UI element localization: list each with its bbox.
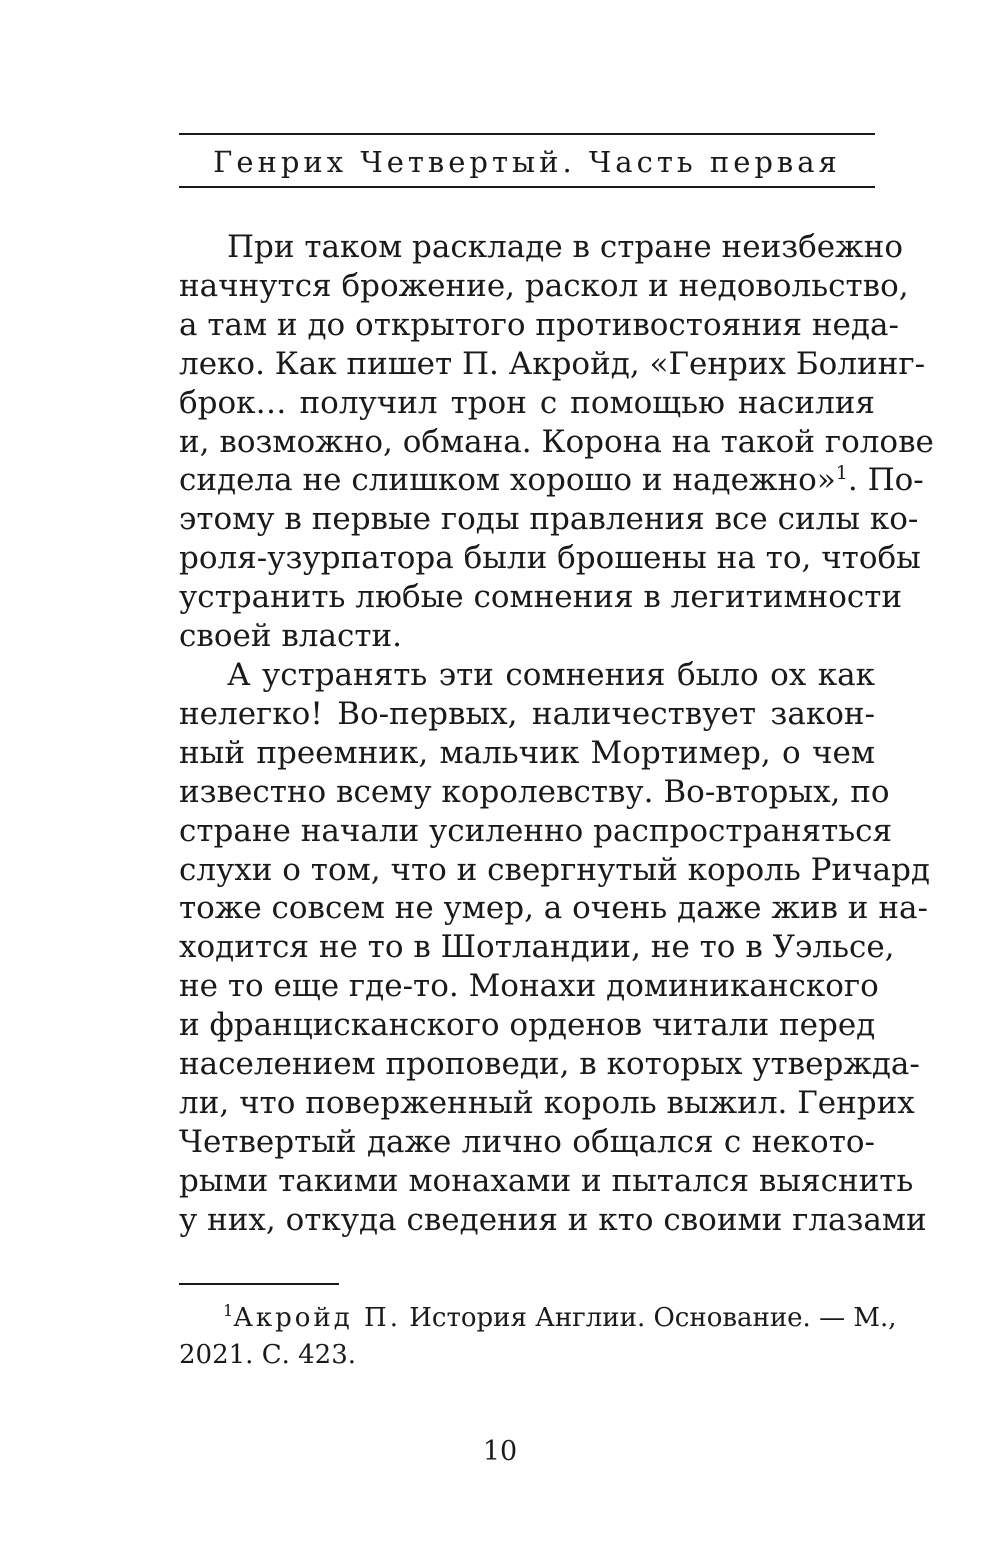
body-line: известно всему королевству. Во-вторых, по — [179, 773, 890, 810]
footnote-author: Акройд П. — [233, 1303, 401, 1333]
footnote-line — [179, 1300, 897, 1337]
page-number: 10 — [482, 1436, 518, 1467]
body-line: и, возможно, обмана. Корона на такой голове — [179, 423, 934, 460]
body-line: нелегко! Во-первых, наличествует закон- — [179, 695, 875, 732]
body-line: не то еще где-то. Монахи доминиканского — [179, 968, 879, 1005]
footnote — [179, 1300, 897, 1374]
body-text — [179, 228, 934, 1240]
footnote-line: 2021. С. 423. — [179, 1340, 357, 1370]
body-line: своей власти. — [179, 618, 402, 655]
body-line: ли, что поверженный король выжил. Генрих — [179, 1084, 915, 1121]
body-line: леко. Как пишет П. Акройд, «Генрих Болинг- — [179, 345, 926, 382]
body-line: роля-узурпатора были брошены на то, чтобы — [179, 540, 921, 577]
body-line: стране начали усиленно распространяться — [179, 812, 893, 849]
body-line-with-footnote-ref — [179, 461, 924, 500]
body-line: ный преемник, мальчик Мортимер, о чем — [179, 734, 875, 771]
body-line: устранить любые сомнения в легитимности — [179, 579, 903, 616]
body-line: При таком раскладе в стране неизбежно — [227, 229, 903, 265]
footnote-reference: 1 — [835, 462, 848, 485]
header-bottom-rule — [179, 186, 875, 188]
running-head: Генрих Четвертый. Часть первая — [213, 145, 841, 179]
body-line: населением проповеди, в которых утвержда- — [179, 1046, 920, 1083]
body-line: у них, откуда сведения и кто своими глазами — [179, 1201, 927, 1238]
body-line: этому в первые годы правления все силы ко- — [179, 501, 919, 538]
footnote-number: 1 — [223, 1301, 234, 1320]
body-line-text-tail: . По- — [847, 462, 924, 499]
footnote-separator — [179, 1283, 339, 1285]
body-line: тоже совсем не умер, а очень даже жив и на- — [179, 890, 928, 927]
body-line: а там и до открытого противостояния неда- — [179, 306, 899, 343]
body-line: ходится не то в Шотландии, не то в Уэльсе, — [179, 929, 895, 966]
body-line-text: сидела не слишком хорошо и надежно» — [179, 462, 836, 499]
footnote-text: История Англии. Основание. — М., — [400, 1303, 897, 1333]
body-line: рыми такими монахами и пытался выяснить — [179, 1162, 914, 1199]
body-line: и францисканского орденов читали перед — [179, 1007, 876, 1044]
header-top-rule — [179, 133, 875, 135]
body-line: Четвертый даже лично общался с некото- — [179, 1123, 875, 1160]
body-line: А устранять эти сомнения было ох как — [227, 656, 875, 693]
body-line: начнутся брожение, раскол и недовольство, — [179, 267, 909, 304]
body-line: слухи о том, что и свергнутый король Ричард — [179, 851, 931, 888]
body-line: брок… получил трон с помощью насилия — [179, 384, 875, 421]
